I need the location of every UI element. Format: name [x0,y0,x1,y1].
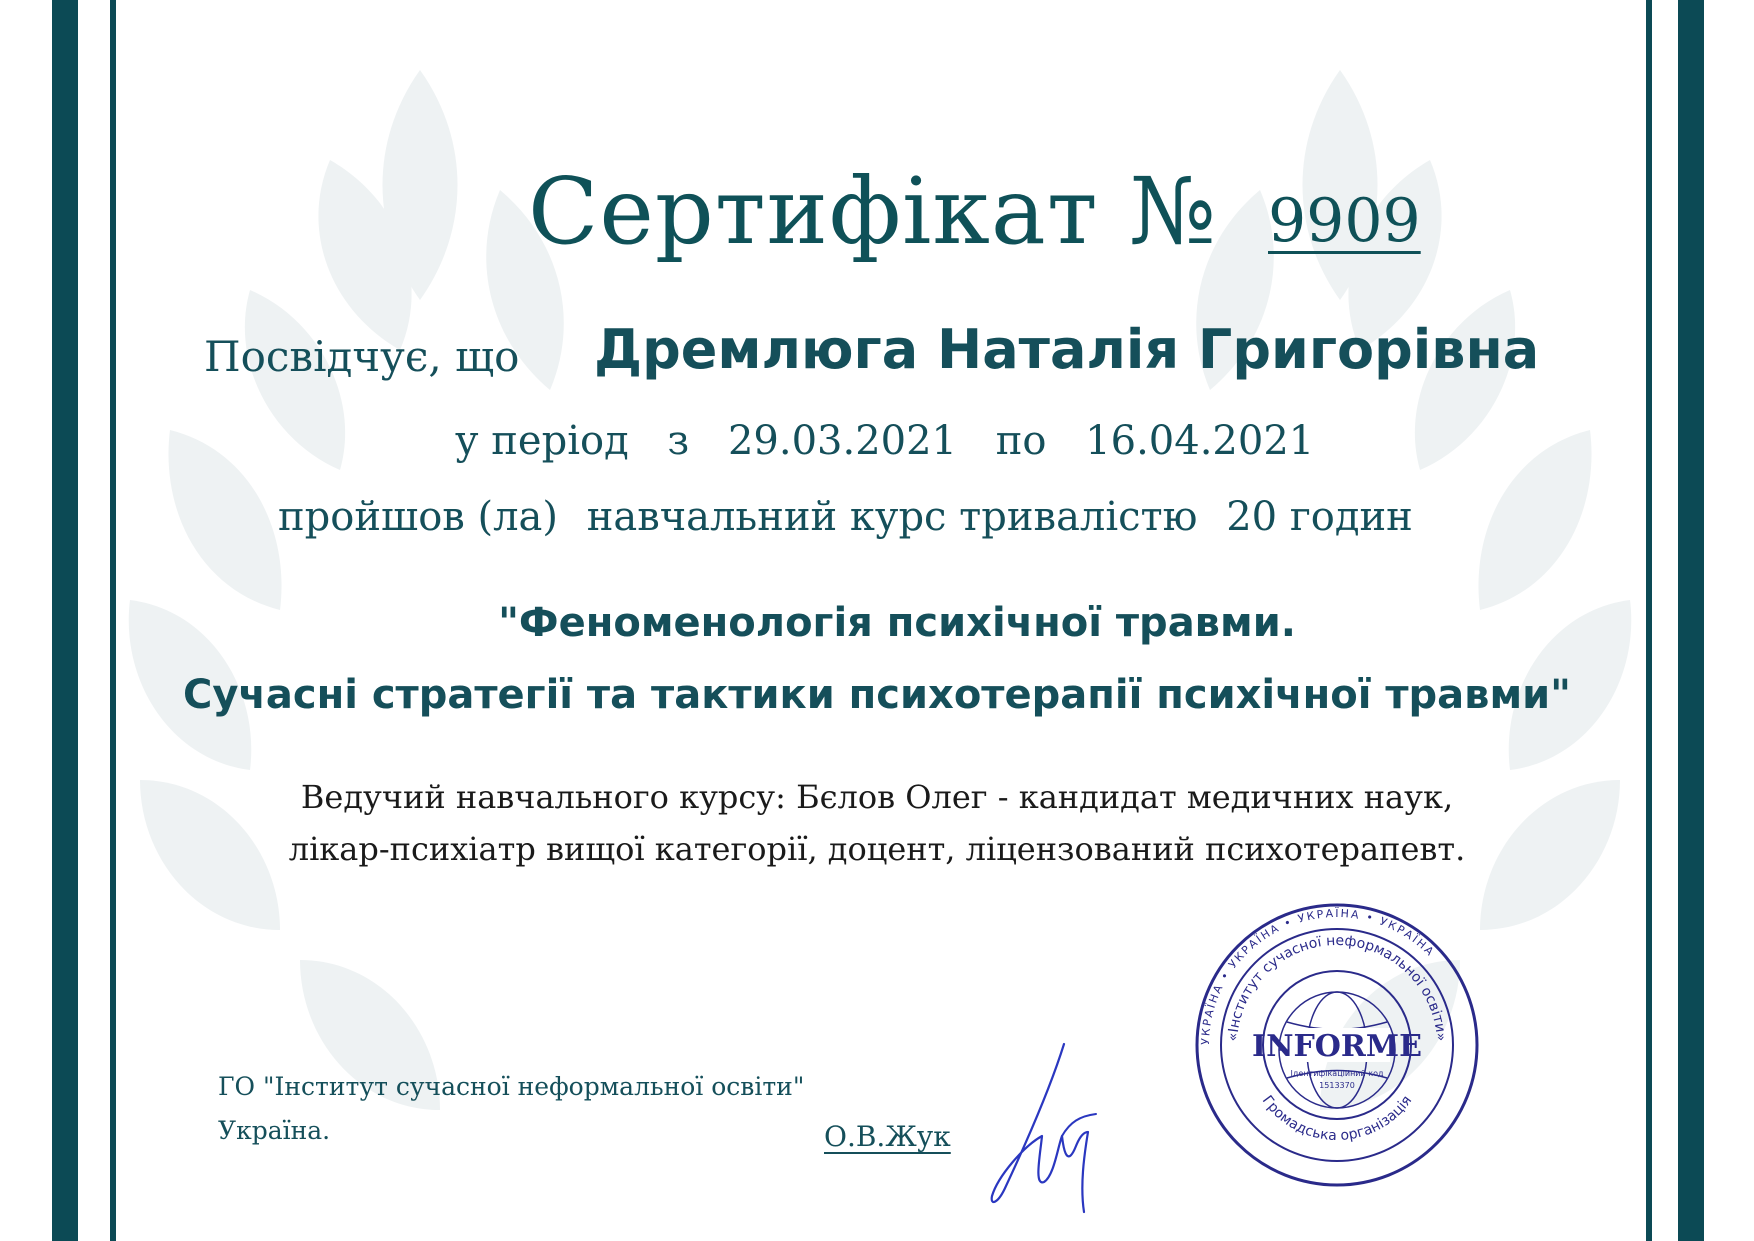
handwritten-signature [984,1036,1104,1216]
stamp-inner-text-top: «Інститут сучасної неформальної освіти» [1225,932,1449,1042]
recipient-name: Дремлюга Наталія Григорівна [594,318,1540,381]
signer-name: О.В.Жук [824,1120,951,1153]
to-label: по [995,418,1047,464]
period-label: у період [455,418,629,464]
course-title-line-2: Сучасні стратегії та тактики психотерапії психічної травми" [182,672,1572,718]
to-date: 16.04.2021 [1085,418,1315,464]
lecturer-line-1: Ведучий навчального курсу: Бєлов Олег - кандидат медичних наук, [300,778,1454,816]
certificate-title: Сертифікат № [528,158,1217,265]
from-date: 29.03.2021 [727,418,957,464]
stamp-code-label: Ідентифікаційний код [1290,1069,1384,1078]
svg-text:«Інститут сучасної неформально [1225,933,1449,1042]
period-line [455,418,1340,464]
certifies-label: Посвідчує, що [204,332,520,381]
stamp-code: 1513370 [1319,1081,1355,1090]
lecturer-line-2: лікар-психіатр вищої категорії, доцент, ліцензований психотерапевт. [288,830,1466,868]
stamp-inner-text-bottom: Громадська організація [1258,1092,1416,1145]
course-line [278,494,1429,540]
completed-label: пройшов (ла) [278,494,558,540]
course-title-line-1: "Феноменологія психічної травми. [498,600,1296,646]
organization-country: Україна. [218,1116,331,1145]
course-hours: 20 годин [1226,494,1413,540]
stamp-logo: INFORME [1252,1029,1422,1064]
certificate-number: 9909 [1268,186,1421,256]
from-label: з [667,418,690,464]
course-label: навчальний курс тривалістю [586,494,1198,540]
stamp-outer-text: УКРАЇНА • УКРАЇНА • УКРАЇНА • УКРАЇНА [1198,906,1438,1046]
organization-name: ГО "Інститут сучасної неформальної освіти" [218,1072,805,1101]
organization-stamp [1192,900,1482,1190]
